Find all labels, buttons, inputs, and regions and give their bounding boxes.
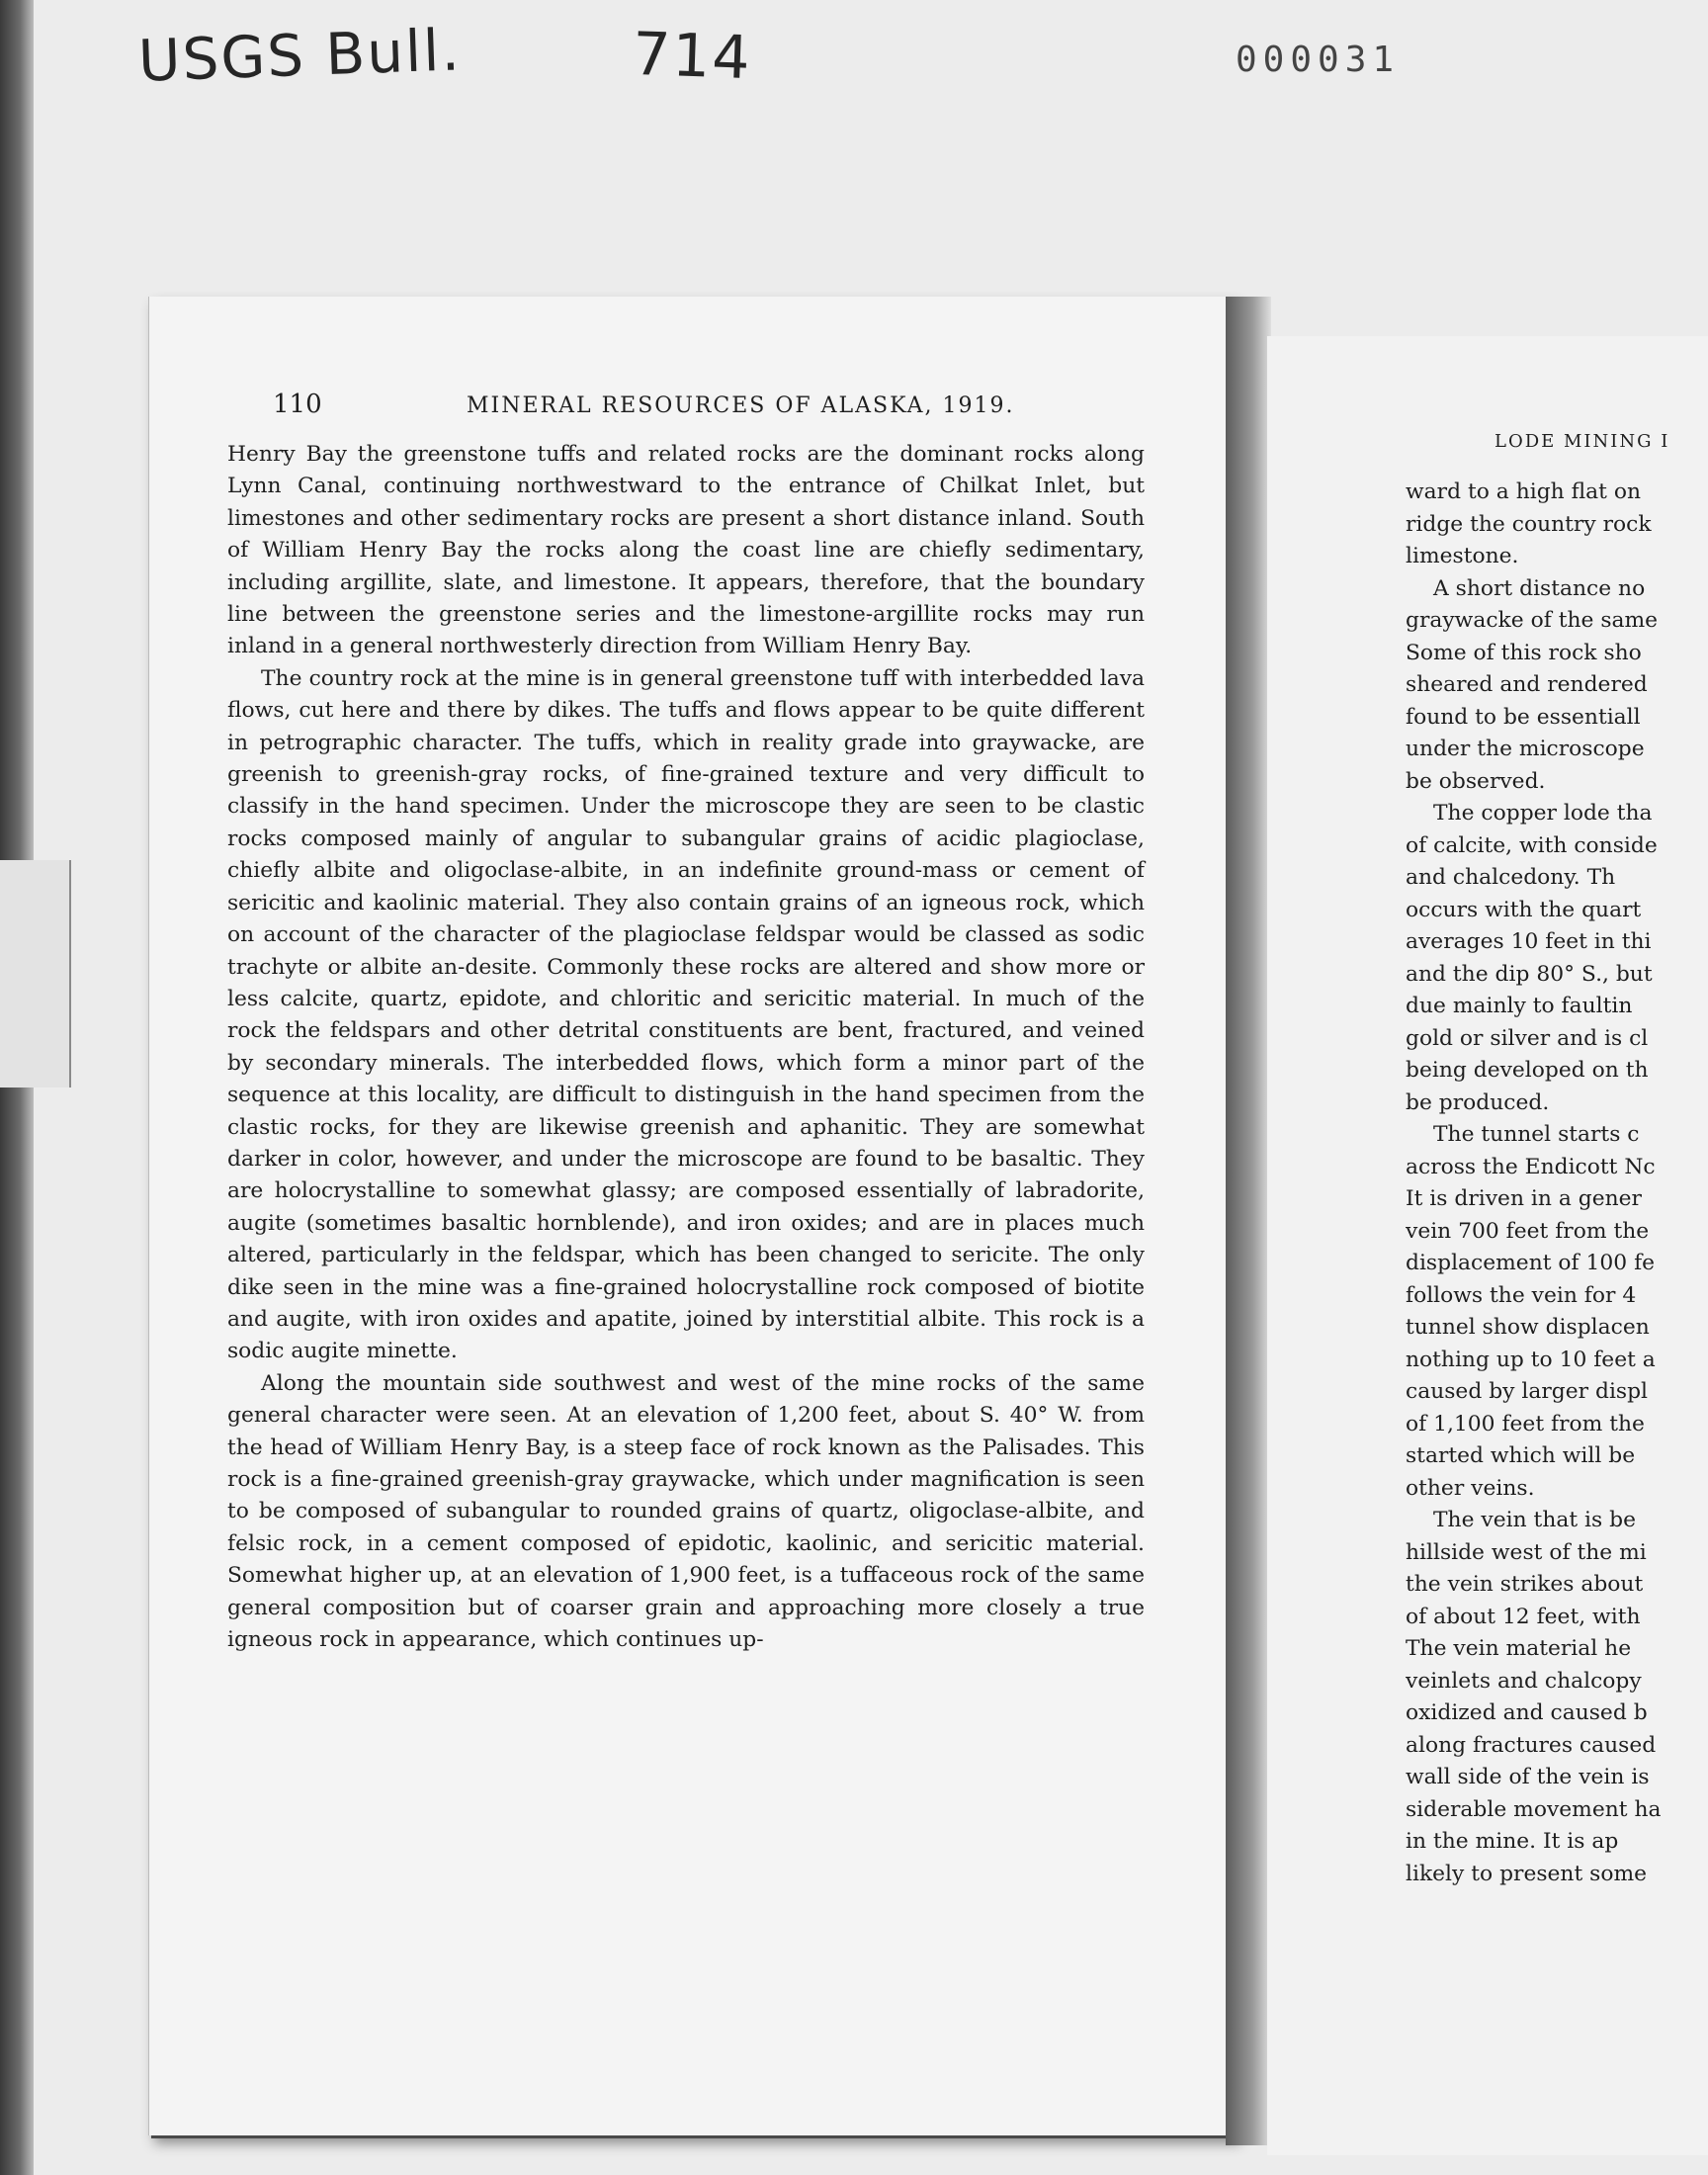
handwritten-number: 714 <box>631 19 753 94</box>
right-page-line: occurs with the quart <box>1406 897 1642 922</box>
right-page-line: of 1,100 feet from the <box>1406 1411 1645 1436</box>
right-page-line: other veins. <box>1406 1475 1535 1501</box>
right-page-line: being developed on th <box>1406 1058 1649 1083</box>
right-page-line: The tunnel starts c <box>1433 1122 1640 1147</box>
right-page-line: siderable movement ha <box>1406 1796 1662 1822</box>
right-page-line: along fractures caused <box>1406 1732 1657 1758</box>
right-page-body <box>1406 477 1708 1890</box>
right-page-line: The vein material he <box>1406 1636 1632 1661</box>
paragraph-3: Along the mountain side southwest and west of the mine rocks of the same general character were seen. At an elevation of 1,200 feet, about S. 40° W. from the head of William Henry Bay, is a steep face of rock known as the Palisades. This rock is a fine-grained greenish-gray graywacke, which under magnification is seen to be composed of subangular to rounded grains of quartz, oligoclase-albite, and felsic rock, in a cement composed of epidotic, kaolinic, and sericitic material. Somewhat higher up, at an elevation of 1,900 feet, is a tuffaceous rock of the same general composition but of coarser grain and approaching more closely a true igneous rock in appearance, which continues up- <box>227 1370 1145 1653</box>
right-page-line: sheared and rendered <box>1406 672 1648 697</box>
right-page-line: wall side of the vein is <box>1406 1765 1650 1789</box>
right-page-line: across the Endicott Nc <box>1406 1154 1656 1179</box>
right-page-line: averages 10 feet in thi <box>1406 929 1652 954</box>
right-page-line: likely to present some <box>1406 1861 1648 1886</box>
right-page-line: The copper lode tha <box>1433 801 1653 826</box>
right-running-header: LODE MINING I <box>1494 431 1670 452</box>
binding-spine-shadow <box>0 0 34 2175</box>
right-page-line: and chalcedony. Th <box>1406 865 1616 890</box>
handwritten-title: USGS Bull. <box>136 16 463 95</box>
right-page-line: ridge the country rock <box>1406 511 1652 537</box>
right-page-line: veinlets and chalcopy <box>1406 1668 1642 1694</box>
right-page-line: of calcite, with conside <box>1406 832 1658 858</box>
right-page-line: graywacke of the same <box>1406 608 1659 633</box>
right-page-line: the vein strikes about <box>1406 1572 1644 1597</box>
right-page-line: The vein that is be <box>1433 1508 1636 1532</box>
right-page-line: vein 700 feet from the <box>1406 1218 1650 1244</box>
right-page-line: A short distance no <box>1433 575 1646 601</box>
right-page-line: oxidized and caused b <box>1406 1700 1648 1725</box>
paragraph-2: The country rock at the mine is in general greenstone tuff with interbedded lava flows, cut here and there by dikes. The tuffs and flows appear to be quite different in petrographic character. The tuffs, which in reality grade into graywacke, are greenish to greenish-gray rocks, of fine-grained texture and very difficult to classify in the hand specimen. Under the microscope they are seen to be clastic rocks composed mainly of angular to subangular grains of acidic plagioclase, chiefly albite and oligoclase-albite, in an indefinite ground-mass or cement of sericitic and kaolinic material. They also contain grains of an igneous rock, which on account of the character of the plagioclase feldspar would be classed as sodic trachyte or albite an-desite. Commonly these rocks are altered and show more or less calcite, quartz, epidote, and chloritic and sericitic material. In much of the rock the feldspars and other detrital constituents are bent, fractured, and veined by secondary minerals. The interbedded flows, which form a minor part of the sequence at this locality, are difficult to distinguish in the hand specimen from the clastic rocks, for they are likewise greenish and aphanitic. They are somewhat darker in color, however, and under the microscope are found to be basaltic. They are holocrystalline to somewhat glassy; are composed essentially of labradorite, augite (sometimes basaltic hornblende), and iron oxides; and are in places much altered, particularly in the feldspar, which has been changed to sericite. The only dike seen in the mine was a fine-grained holocrystalline rock composed of biotite and augite, with iron oxides and apatite, joined by interstitial albite. This rock is a sodic augite minette. <box>227 665 1145 1364</box>
right-page-line: limestone. <box>1406 544 1519 568</box>
right-page-sheet <box>1267 336 1708 2155</box>
right-page-line: in the mine. It is ap <box>1406 1829 1619 1854</box>
page-number: 110 <box>273 390 322 419</box>
right-page-line: found to be essentiall <box>1406 704 1641 730</box>
right-page-line: tunnel show displacen <box>1406 1315 1650 1340</box>
right-page-line: gold or silver and is cl <box>1406 1025 1649 1051</box>
right-page-line: hillside west of the mi <box>1406 1539 1647 1565</box>
right-page-line: and the dip 80° S., but <box>1406 961 1653 987</box>
running-header: MINERAL RESOURCES OF ALASKA, 1919. <box>467 393 1015 418</box>
right-page-line: be produced. <box>1406 1089 1550 1115</box>
right-page-line: displacement of 100 fe <box>1406 1251 1656 1275</box>
binding-tab <box>0 860 71 1088</box>
right-page-line: of about 12 feet, with <box>1406 1604 1641 1629</box>
right-page-line: nothing up to 10 feet a <box>1406 1347 1656 1372</box>
page-fold-shadow <box>1226 297 1271 2145</box>
right-page-line: Some of this rock sho <box>1406 640 1642 665</box>
right-page-line: follows the vein for 4 <box>1406 1282 1637 1308</box>
right-page-line: caused by larger displ <box>1406 1379 1649 1404</box>
stamp-number: 000031 <box>1236 40 1401 80</box>
right-page-line: It is driven in a gener <box>1406 1186 1642 1211</box>
right-page-line: started which will be <box>1406 1443 1636 1468</box>
right-page-line: due mainly to faultin <box>1406 994 1633 1018</box>
right-page-line: under the microscope <box>1406 737 1645 761</box>
right-page-line: be observed. <box>1406 768 1546 794</box>
paragraph-1: Henry Bay the greenstone tuffs and related rocks are the dominant rocks along Lynn Canal, continuing northwestward to the entrance of Chilkat Inlet, but limestones and other sedimentary rocks are present a short distance inland. South of William Henry Bay the rocks along the coast line are chiefly sedimentary, including argillite, slate, and limestone. It appears, therefore, that the boundary line between the greenstone series and the limestone-argillite rocks may run inland in a general northwesterly direction from William Henry Bay. <box>227 442 1145 659</box>
right-page-line: ward to a high flat on <box>1406 479 1641 504</box>
left-page-body <box>227 439 1145 1656</box>
